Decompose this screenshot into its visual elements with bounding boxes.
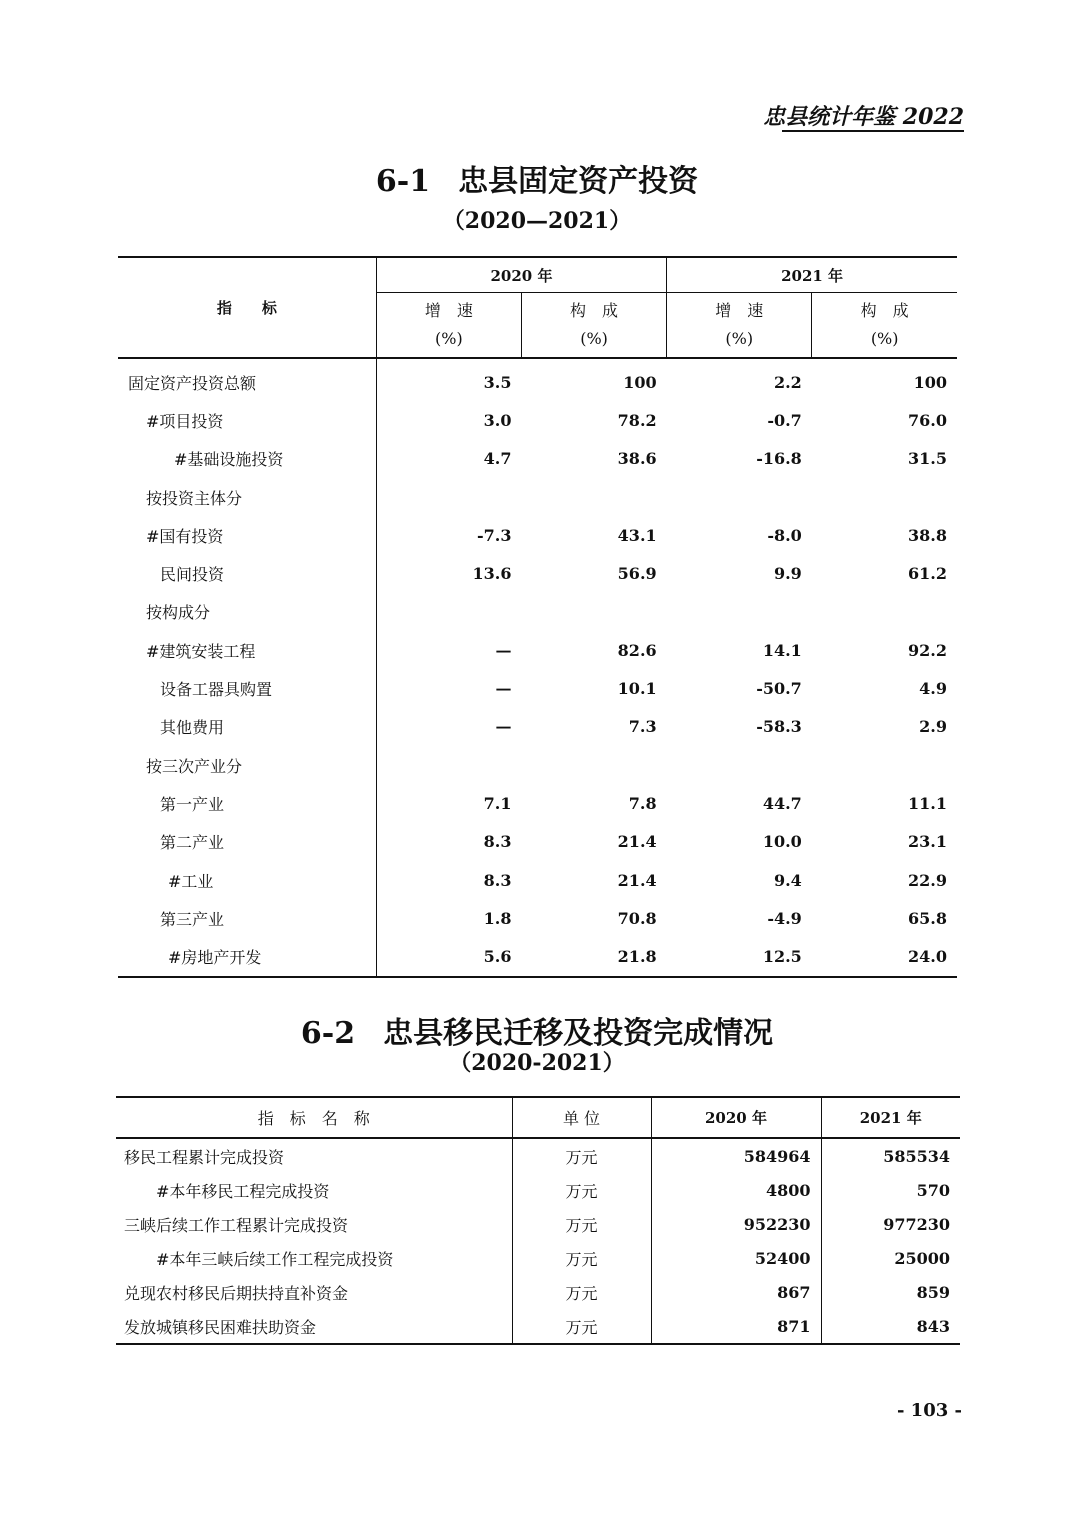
growth-2021-cell	[667, 746, 812, 784]
table-row	[118, 593, 957, 631]
growth-2021-cell: 44.7	[762, 793, 802, 813]
row-label: 第三产业	[160, 909, 225, 929]
value-2021-cell: 585534	[821, 1138, 960, 1173]
value-2021-cell: 843	[821, 1309, 960, 1344]
composition-2020-cell: 7.3	[628, 717, 657, 737]
composition-2021-cell	[812, 746, 957, 784]
row-label: #房地产开发	[168, 948, 262, 968]
composition-2020-cell: 21.8	[617, 947, 657, 967]
growth-2020-cell	[376, 746, 521, 784]
table-row	[118, 516, 957, 554]
row-label: #项目投资	[146, 411, 224, 431]
indicator-header: 指 标	[118, 257, 376, 358]
unit-cell: 万元	[512, 1173, 651, 1207]
growth-2020-cell: 5.6	[376, 937, 521, 976]
row-label: 发放城镇移民困难扶助资金	[124, 1317, 317, 1337]
composition-2020-cell: 43.1	[617, 525, 657, 545]
table-row	[118, 554, 957, 592]
growth-2021-cell: 9.4	[773, 870, 802, 890]
composition-2020-cell	[521, 593, 666, 631]
composition-2021-cell: 2.9	[919, 717, 947, 737]
year-2021-header: 2021 年	[821, 1097, 960, 1138]
table-row	[118, 440, 957, 478]
table2-number: 6-2	[300, 1016, 356, 1051]
composition-2021-cell: 31.5	[908, 449, 947, 469]
growth-2020-cell: 1.8	[376, 899, 521, 937]
value-2020-cell: 867	[651, 1275, 821, 1309]
growth-2021-cell: 2.2	[773, 372, 802, 392]
composition-2021-cell: 23.1	[908, 832, 947, 852]
growth-2021-cell	[667, 478, 812, 516]
row-label: 按三次产业分	[146, 756, 243, 776]
year-2020-header: 2020 年	[651, 1097, 821, 1138]
composition-2021-cell: 65.8	[908, 908, 947, 928]
growth-2020-label: 增 速	[424, 301, 473, 320]
growth-2020-cell: —	[376, 631, 521, 669]
composition-2020-label: 构 成	[570, 301, 619, 320]
composition-2020-cell: 78.2	[617, 410, 657, 430]
row-label: 移民工程累计完成投资	[124, 1147, 285, 1167]
composition-2020-cell: 10.1	[617, 679, 657, 699]
composition-2020-cell: 21.4	[617, 832, 657, 852]
table-row	[118, 708, 957, 746]
composition-2020-cell	[521, 746, 666, 784]
growth-2020-cell: -7.3	[376, 516, 521, 554]
growth-2021-header	[667, 293, 812, 359]
value-2020-cell: 871	[651, 1309, 821, 1344]
growth-2020-cell: —	[376, 669, 521, 707]
growth-2021-cell: -8.0	[767, 525, 802, 545]
growth-2021-cell: 12.5	[762, 947, 802, 967]
resettlement-investment-table	[116, 1096, 960, 1345]
table2-subtitle: （2020-2021）	[449, 1050, 625, 1076]
table-row	[118, 937, 957, 976]
composition-2021-cell: 38.8	[908, 525, 947, 545]
table-row	[118, 784, 957, 822]
growth-2021-cell: -58.3	[756, 717, 802, 737]
composition-2021-header	[812, 293, 957, 359]
composition-2020-cell: 7.8	[628, 793, 657, 813]
composition-2020-unit: (%)	[580, 329, 608, 348]
composition-2021-label: 构 成	[860, 301, 909, 320]
table-row	[116, 1275, 960, 1309]
growth-2020-header	[376, 293, 521, 359]
growth-2021-cell: 14.1	[762, 640, 802, 660]
growth-2020-cell: —	[376, 708, 521, 746]
value-2021-cell: 977230	[821, 1207, 960, 1241]
table1-subtitle: （2020—2021）	[442, 208, 632, 234]
growth-2020-cell: 8.3	[376, 823, 521, 861]
row-label: 按构成分	[146, 603, 211, 623]
composition-2021-cell: 4.9	[919, 679, 947, 699]
growth-2020-cell	[376, 593, 521, 631]
row-label: 固定资产投资总额	[128, 373, 257, 393]
composition-2021-cell: 11.1	[908, 793, 947, 813]
growth-2021-unit: (%)	[725, 329, 754, 348]
composition-2021-cell	[812, 478, 957, 516]
value-2020-cell: 952230	[651, 1207, 821, 1241]
year-2021-header: 2021 年	[667, 257, 957, 293]
row-label: #建筑安装工程	[146, 641, 256, 661]
table-row	[118, 631, 957, 669]
unit-cell: 万元	[512, 1138, 651, 1173]
composition-2021-cell: 24.0	[908, 947, 947, 967]
composition-2021-cell	[812, 593, 957, 631]
unit-cell: 万元	[512, 1207, 651, 1241]
growth-2020-unit: (%)	[435, 329, 463, 348]
composition-2021-cell: 61.2	[908, 564, 947, 584]
row-label: 民间投资	[160, 565, 225, 585]
row-label: 按投资主体分	[146, 488, 243, 508]
value-2021-cell: 859	[821, 1275, 960, 1309]
growth-2021-cell: 10.0	[762, 832, 802, 852]
row-label: #国有投资	[146, 526, 224, 546]
composition-2020-cell: 21.4	[617, 870, 657, 890]
book-title: 忠县统计年鉴 2022	[763, 104, 964, 130]
growth-2021-cell: 9.9	[773, 564, 802, 584]
growth-2020-cell: 7.1	[376, 784, 521, 822]
table-row	[116, 1309, 960, 1344]
composition-2020-header	[521, 293, 666, 359]
growth-2021-cell: -0.7	[767, 410, 802, 430]
composition-2020-cell: 38.6	[617, 449, 657, 469]
table1-title-text: 忠县固定资产投资	[458, 164, 699, 199]
growth-2021-label: 增 速	[715, 301, 764, 320]
table-row	[118, 823, 957, 861]
table-row	[118, 746, 957, 784]
growth-2021-cell: -16.8	[756, 449, 802, 469]
growth-2020-cell: 3.5	[376, 358, 521, 401]
row-label: 兑现农村移民后期扶持直补资金	[124, 1283, 349, 1303]
growth-2021-cell: -50.7	[756, 679, 802, 699]
table-row	[116, 1173, 960, 1207]
growth-2020-cell	[376, 478, 521, 516]
row-label: 其他费用	[160, 718, 225, 738]
growth-2020-cell: 8.3	[376, 861, 521, 899]
growth-2021-cell	[667, 593, 812, 631]
table-row	[118, 899, 957, 937]
composition-2021-cell: 76.0	[908, 410, 947, 430]
composition-2021-cell: 92.2	[908, 640, 947, 660]
composition-2021-cell: 22.9	[908, 870, 947, 890]
growth-2021-cell: -4.9	[767, 908, 802, 928]
table1-number: 6-1	[375, 164, 431, 199]
table-row	[116, 1241, 960, 1275]
row-label: 第一产业	[160, 794, 225, 814]
table-row	[118, 358, 957, 401]
value-2020-cell: 584964	[651, 1138, 821, 1173]
table-row	[116, 1207, 960, 1241]
year-2020-header: 2020 年	[376, 257, 666, 293]
row-label: 第二产业	[160, 833, 225, 853]
table1-title	[0, 156, 1074, 200]
indicator-name-header: 指 标 名 称	[116, 1097, 512, 1138]
row-label: #基础设施投资	[174, 450, 284, 470]
row-label: #本年三峡后续工作工程完成投资	[156, 1249, 394, 1269]
page-number: - 103 -	[896, 1400, 962, 1421]
composition-2020-cell: 56.9	[617, 564, 657, 584]
growth-2020-cell: 4.7	[376, 440, 521, 478]
composition-2021-unit: (%)	[870, 329, 899, 348]
composition-2020-cell	[521, 478, 666, 516]
growth-2020-cell: 3.0	[376, 401, 521, 439]
fixed-asset-investment-table	[118, 256, 957, 978]
value-2021-cell: 25000	[821, 1241, 960, 1275]
table-row	[118, 401, 957, 439]
row-label: #工业	[168, 871, 214, 891]
header-divider	[782, 130, 964, 132]
unit-header: 单 位	[512, 1097, 651, 1138]
composition-2020-cell: 70.8	[617, 908, 657, 928]
row-label: #本年移民工程完成投资	[156, 1181, 330, 1201]
unit-cell: 万元	[512, 1241, 651, 1275]
table2-title-text: 忠县移民迁移及投资完成情况	[383, 1016, 774, 1051]
table-row	[118, 478, 957, 516]
composition-2021-cell: 100	[913, 372, 947, 392]
unit-cell: 万元	[512, 1309, 651, 1344]
row-label: 三峡后续工作工程累计完成投资	[124, 1215, 349, 1235]
value-2020-cell: 4800	[651, 1173, 821, 1207]
unit-cell: 万元	[512, 1275, 651, 1309]
value-2021-cell: 570	[821, 1173, 960, 1207]
composition-2020-cell: 100	[623, 372, 657, 392]
table-row	[118, 861, 957, 899]
row-label: 设备工器具购置	[160, 680, 273, 700]
table-row	[118, 669, 957, 707]
table-row	[116, 1138, 960, 1173]
value-2020-cell: 52400	[651, 1241, 821, 1275]
composition-2020-cell: 82.6	[617, 640, 657, 660]
growth-2020-cell: 13.6	[376, 554, 521, 592]
